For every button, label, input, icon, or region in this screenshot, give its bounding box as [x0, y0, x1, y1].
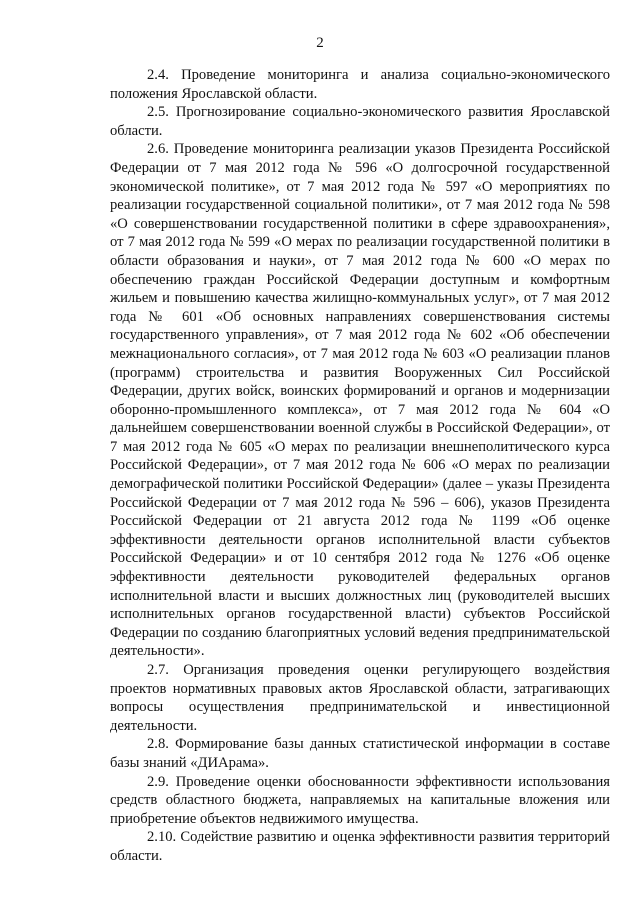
paragraph-2-5: 2.5. Прогнозирование социально-экономического развития Ярославской области.	[110, 104, 610, 139]
paragraph-2-4: 2.4. Проведение мониторинга и анализа социально-экономического положения Ярославской области.	[110, 67, 610, 102]
paragraph-2-8: 2.8. Формирование базы данных статистической информации в составе базы знаний «ДИАрама».	[110, 736, 610, 771]
document-body	[110, 66, 610, 866]
paragraph-2-6: 2.6. Проведение мониторинга реализации указов Президента Российской Федерации от 7 мая 2012 года № 596 «О долгосрочной государственной экономической политике», от 7 мая 2012 года № 597 «О мероприятиях по реализации государственной социальной политики», от 7 мая 2012 года № 598 «О совершенствовании государственной политики в сфере здравоохранения», от 7 мая 2012 года № 599 «О мерах по реализации государственной политики в области образования и науки», от 7 мая 2012 года № 600 «О мерах по обеспечению граждан Российской Федерации доступным и комфортным жильем и повышению качества жилищно-коммунальных услуг», от 7 мая 2012 года № 601 «Об основных направлениях совершенствования системы государственного управления», от 7 мая 2012 года № 602 «Об обеспечении межнационального согласия», от 7 мая 2012 года № 603 «О реализации планов (программ) строительства и развития Вооруженных Сил Российской Федерации, других войск, воинских формирований и органов и модернизации оборонно-промышленного комплекса», от 7 мая 2012 года № 604 «О дальнейшем совершенствовании военной службы в Российской Федерации», от 7 мая 2012 года № 605 «О мерах по реализации внешнеполитического курса Российской Федерации», от 7 мая 2012 года № 606 «О мерах по реализации демографической политики Российской Федерации» (далее – указы Президента Российской Федерации от 7 мая 2012 года № 596 – 606), указов Президента Российской Федерации от 21 августа 2012 года № 1199 «Об оценке эффективности деятельности органов исполнительной власти субъектов Российской Федерации» и от 10 сентября 2012 года № 1276 «Об оценке эффективности деятельности руководителей федеральных органов исполнительной власти и высших должностных лиц (руководителей высших исполнительных органов государственной власти) субъектов Российской Федерации по созданию благоприятных условий ведения предпринимательской деятельности».	[110, 141, 610, 660]
paragraph-2-10: 2.10. Содействие развитию и оценка эффективности развития территорий области.	[110, 829, 610, 864]
page-number: 2	[316, 35, 324, 51]
paragraph-2-9: 2.9. Проведение оценки обоснованности эффективности использования средств областного бюджета, направляемых на капитальные вложения или приобретение объектов недвижимого имущества.	[110, 773, 610, 827]
paragraph-2-7: 2.7. Организация проведения оценки регулирующего воздействия проектов нормативных правовых актов Ярославской области, затрагивающих вопросы осуществления предпринимательской и инвестиционной деятельности.	[110, 662, 610, 734]
